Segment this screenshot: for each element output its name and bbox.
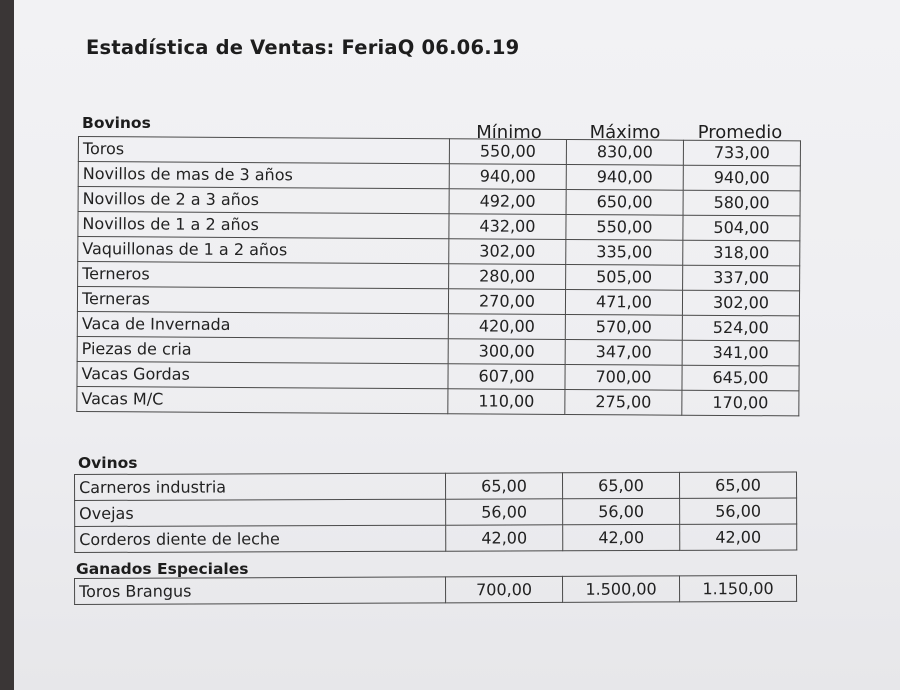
minimo-cell: 420,00: [448, 314, 565, 340]
promedio-cell: 170,00: [682, 390, 799, 416]
row-name-cell: Vacas M/C: [77, 386, 448, 413]
minimo-cell: 940,00: [449, 164, 566, 190]
section-heading-bovinos: Bovinos: [82, 114, 151, 132]
promedio-cell: 524,00: [682, 315, 799, 341]
table-row: [78, 162, 800, 191]
table-row: [78, 212, 800, 241]
maximo-cell: 940,00: [566, 164, 683, 190]
table-row: [75, 498, 797, 527]
promedio-cell: 341,00: [682, 340, 799, 366]
table-row: [77, 311, 799, 340]
row-name-cell: Toros Brangus: [75, 577, 446, 605]
row-name-cell: Vaca de Invernada: [77, 311, 448, 338]
row-name-cell: Carneros industria: [75, 473, 446, 500]
bovinos-table: [76, 136, 801, 416]
maximo-cell: 1.500,00: [562, 576, 679, 603]
row-name-cell: Novillos de 1 a 2 años: [78, 212, 449, 239]
row-name-cell: Corderos diente de leche: [75, 525, 446, 552]
promedio-cell: 42,00: [680, 524, 797, 550]
column-header-maximo: Máximo: [589, 122, 661, 143]
minimo-cell: 700,00: [445, 576, 562, 603]
maximo-cell: 700,00: [565, 364, 682, 390]
maximo-cell: 570,00: [565, 314, 682, 340]
maximo-cell: 650,00: [566, 189, 683, 215]
maximo-cell: 550,00: [566, 214, 683, 240]
minimo-cell: 270,00: [448, 289, 565, 315]
minimo-cell: 432,00: [449, 214, 566, 240]
promedio-cell: 56,00: [680, 498, 797, 524]
maximo-cell: 335,00: [566, 239, 683, 265]
promedio-cell: 302,00: [682, 290, 799, 316]
promedio-cell: 1.150,00: [679, 575, 796, 602]
maximo-cell: 65,00: [562, 472, 679, 498]
promedio-cell: 733,00: [683, 140, 800, 166]
minimo-cell: 300,00: [448, 339, 565, 365]
minimo-cell: 110,00: [448, 389, 565, 415]
row-name-cell: Novillos de 2 a 3 años: [78, 187, 449, 214]
row-name-cell: Vaquillonas de 1 a 2 años: [78, 237, 449, 264]
especiales-table: [74, 575, 797, 605]
minimo-cell: 550,00: [449, 139, 566, 165]
row-name-cell: Novillos de mas de 3 años: [78, 162, 449, 189]
table-row: [77, 361, 799, 390]
maximo-cell: 275,00: [565, 389, 682, 415]
table-row: [77, 336, 799, 365]
promedio-cell: 940,00: [683, 165, 800, 191]
promedio-cell: 504,00: [683, 215, 800, 241]
promedio-cell: 580,00: [683, 190, 800, 216]
table-row: [77, 386, 799, 415]
maximo-cell: 347,00: [565, 339, 682, 365]
row-name-cell: Vacas Gordas: [77, 361, 448, 388]
minimo-cell: 65,00: [445, 473, 562, 499]
row-name-cell: Terneras: [77, 287, 448, 314]
minimo-cell: 42,00: [446, 525, 563, 551]
section-heading-ovinos: Ovinos: [78, 454, 138, 472]
section-heading-ganados-especiales: Ganados Especiales: [76, 560, 249, 578]
column-header-minimo: Mínimo: [476, 122, 542, 143]
ovinos-table: [74, 471, 797, 553]
table-row: [75, 575, 797, 604]
table-row: [78, 187, 800, 216]
maximo-cell: 505,00: [566, 264, 683, 290]
promedio-cell: 65,00: [679, 472, 796, 498]
maximo-cell: 830,00: [566, 139, 683, 165]
minimo-cell: 56,00: [446, 499, 563, 525]
maximo-cell: 471,00: [565, 289, 682, 315]
column-header-promedio: Promedio: [697, 122, 783, 143]
minimo-cell: 280,00: [449, 264, 566, 290]
minimo-cell: 492,00: [449, 189, 566, 215]
page-title: Estadística de Ventas: FeriaQ 06.06.19: [86, 36, 520, 59]
promedio-cell: 645,00: [682, 365, 799, 391]
maximo-cell: 42,00: [563, 524, 680, 550]
table-row: [75, 524, 797, 553]
row-name-cell: Ovejas: [75, 499, 446, 526]
maximo-cell: 56,00: [563, 498, 680, 524]
minimo-cell: 302,00: [449, 239, 566, 265]
row-name-cell: Toros: [78, 137, 449, 164]
table-row: [75, 472, 797, 501]
row-name-cell: Piezas de cria: [77, 336, 448, 363]
minimo-cell: 607,00: [448, 364, 565, 390]
row-name-cell: Terneros: [78, 262, 449, 289]
promedio-cell: 337,00: [683, 265, 800, 291]
promedio-cell: 318,00: [683, 240, 800, 266]
table-row: [78, 237, 800, 266]
